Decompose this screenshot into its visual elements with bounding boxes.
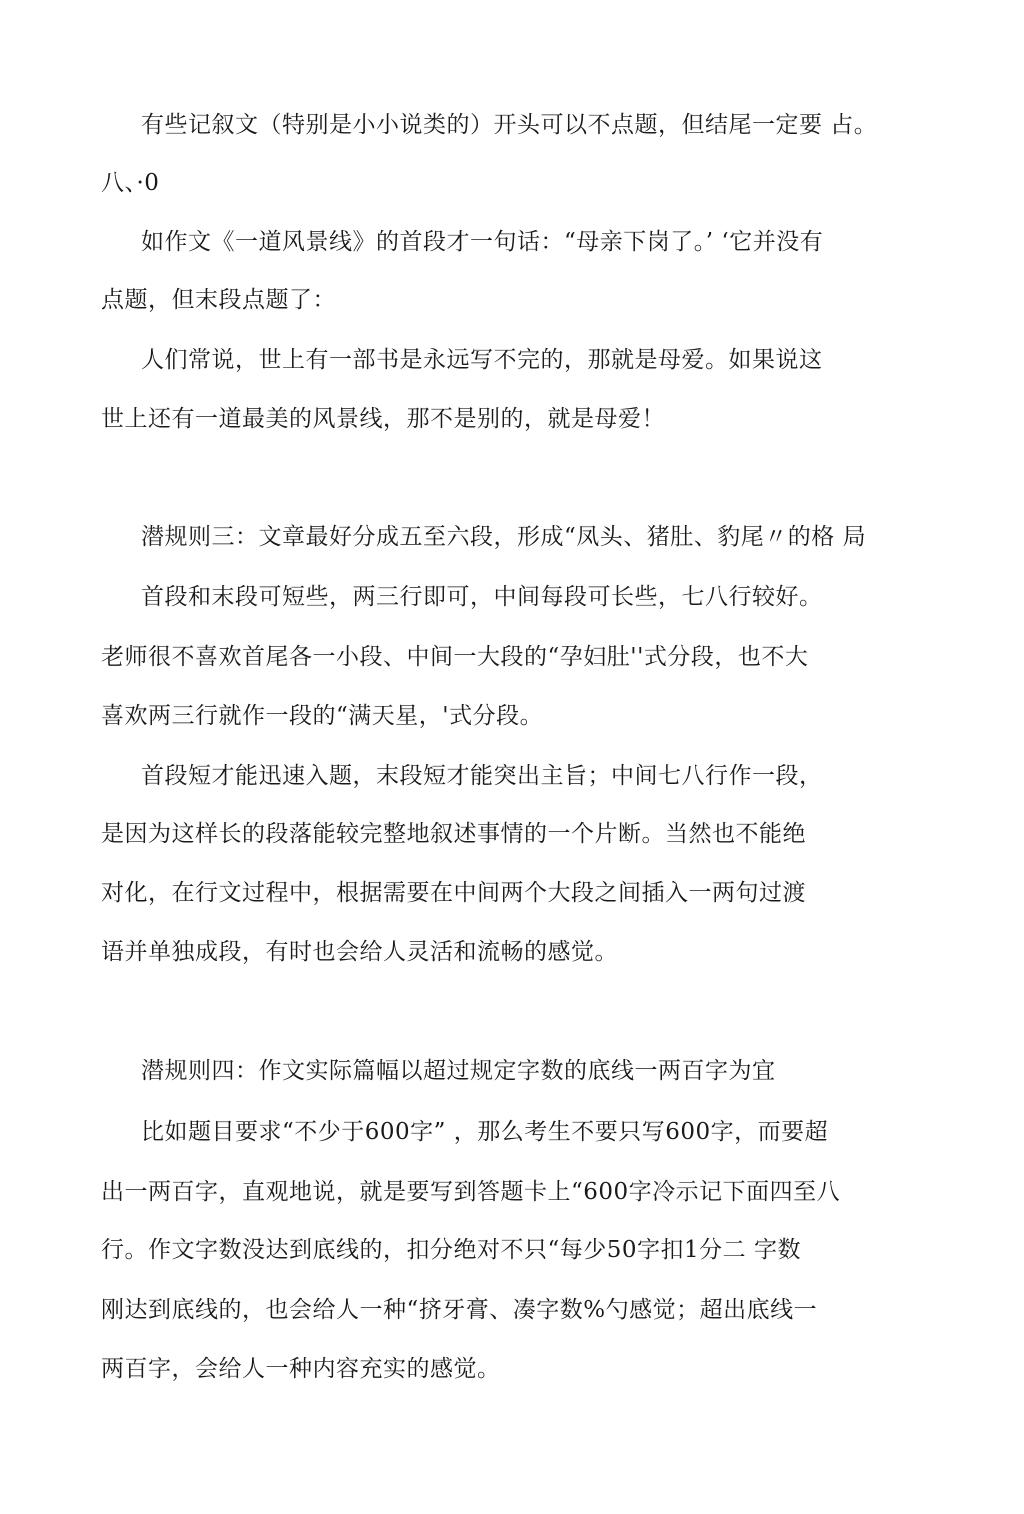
text-line: 点题，但末段点题了： (101, 287, 336, 313)
text-line: 八、·0 (101, 170, 160, 196)
text-line: 两百字，会给人一种内容充实的感觉。 (101, 1356, 501, 1382)
text-line: 语并单独成段，有时也会给人灵活和流畅的感觉。 (101, 939, 618, 965)
text-line: 首段和末段可短些，两三行即可，中间每段可长些，七八行较好。 (141, 584, 823, 610)
text-line: 首段短才能迅速入题，末段短才能突出主旨；中间七八行作一段， (141, 763, 823, 789)
text-line: 有些记叙文（特别是小小说类的）开头可以不点题，但结尾一定要 占。 (141, 112, 878, 138)
text-line: 潜规则四：作文实际篇幅以超过规定字数的底线一两百字为宜 (141, 1058, 776, 1084)
text-line: 潜规则三：文章最好分成五至六段，形成“凤头、猪肚、豹尾〃的格 局 (141, 524, 867, 550)
text-line: 是因为这样长的段落能较完整地叙述事情的一个片断。当然也不能绝 (101, 821, 806, 847)
text-line: 刚达到底线的，也会给人一种“挤牙膏、凑字数%勺感觉；超出底线一 (101, 1297, 818, 1323)
text-line: 行。作文字数没达到底线的，扣分绝对不只“每少50字扣1分二 字数 (101, 1237, 801, 1263)
text-line: 人们常说，世上有一部书是永远写不完的，那就是母爱。如果说这 (141, 347, 823, 373)
text-line: 对化，在行文过程中，根据需要在中间两个大段之间插入一两句过渡 (101, 880, 806, 906)
text-line: 喜欢两三行就作一段的“满天星，'式分段。 (101, 703, 544, 729)
text-line: 如作文《一道风景线》的首段才一句话：“母亲下岗了。’ ‘它并没有 (141, 229, 824, 255)
text-line: 比如题目要求“不少于600字” ，那么考生不要只写600字，而要超 (141, 1119, 829, 1145)
text-line: 出一两百字，直观地说，就是要写到答题卡上“600字冷示记下面四至八 (101, 1179, 841, 1205)
text-line: 世上还有一道最美的风景线，那不是别的，就是母爱！ (101, 406, 665, 432)
text-line: 老师很不喜欢首尾各一小段、中间一大段的“孕妇肚''式分段，也不大 (101, 644, 809, 670)
